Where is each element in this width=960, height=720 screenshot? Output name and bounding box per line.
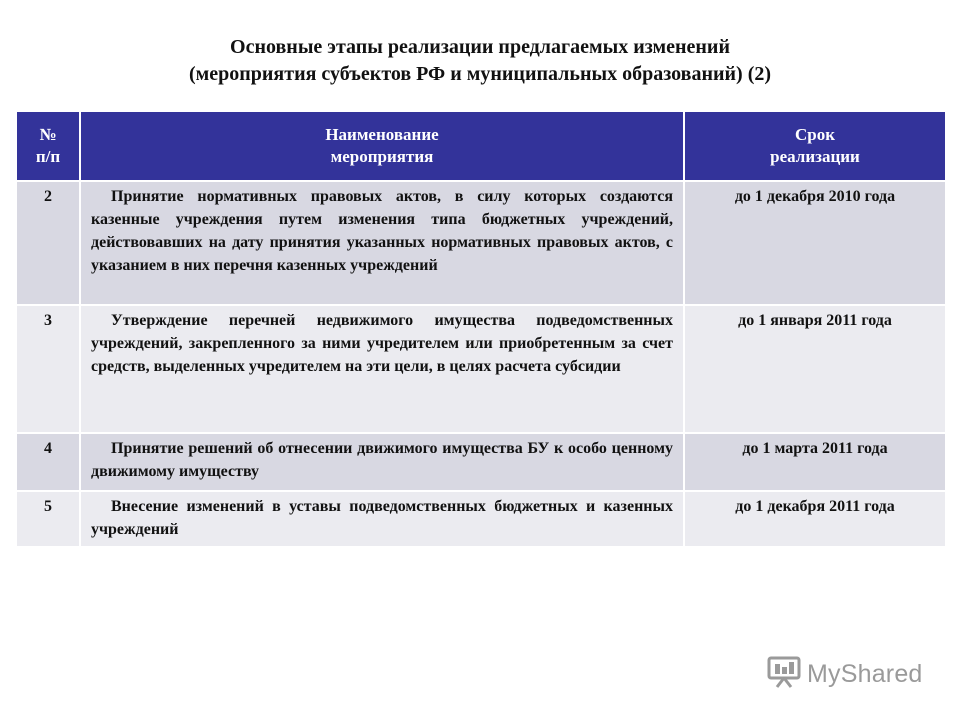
header-number	[16, 112, 80, 181]
header-term	[684, 112, 946, 181]
row-activity	[80, 433, 684, 491]
row-activity-text: Принятие нормативных правовых актов, в силу которых создаются казенные учреждения путем изменения типа бюджетных учреждений, действовавших на дату принятия указанных нормативных правовых актов, с указанием в них перечня казенных учреждений	[91, 188, 673, 274]
row-term: до 1 марта 2011 года	[684, 433, 946, 491]
header-term-line-2: реализации	[770, 147, 860, 166]
row-activity	[80, 181, 684, 305]
myshared-watermark	[767, 655, 923, 693]
implementation-table	[15, 112, 947, 548]
row-term: до 1 декабря 2010 года	[684, 181, 946, 305]
header-number-line-2: п/п	[35, 147, 61, 166]
table-row	[16, 491, 946, 547]
row-activity	[80, 491, 684, 547]
row-number: 4	[16, 433, 80, 491]
header-number-line-1: №	[39, 125, 57, 144]
page-title	[0, 34, 960, 88]
row-activity-text: Утверждение перечней недвижимого имущества подведомственных учреждений, закрепленного за ними учредителем или приобретенным за счет средств, выделенных учредителем на эти цели, в целях расчета субсидии	[91, 312, 673, 375]
row-activity	[80, 305, 684, 433]
header-name-line-1: Наименование	[325, 125, 439, 144]
row-activity-text: Внесение изменений в уставы подведомственных бюджетных и казенных учреждений	[91, 498, 673, 538]
row-term: до 1 января 2011 года	[684, 305, 946, 433]
row-number: 2	[16, 181, 80, 305]
row-term: до 1 декабря 2011 года	[684, 491, 946, 547]
header-name-line-2: мероприятия	[330, 147, 434, 166]
header-term-line-1: Срок	[794, 125, 836, 144]
title-line-1: Основные этапы реализации предлагаемых изменений	[230, 36, 730, 58]
row-number: 3	[16, 305, 80, 433]
table-row	[16, 433, 946, 491]
table-row	[16, 181, 946, 305]
row-number: 5	[16, 491, 80, 547]
watermark-text: MyShared	[807, 659, 923, 688]
presentation-board-icon	[767, 656, 801, 693]
header-name	[80, 112, 684, 181]
table-header-row	[16, 112, 946, 181]
row-activity-text: Принятие решений об отнесении движимого имущества БУ к особо ценному движимому имуществу	[91, 440, 673, 480]
table-row	[16, 305, 946, 433]
title-line-2: (мероприятия субъектов РФ и муниципальных образований) (2)	[188, 63, 772, 85]
